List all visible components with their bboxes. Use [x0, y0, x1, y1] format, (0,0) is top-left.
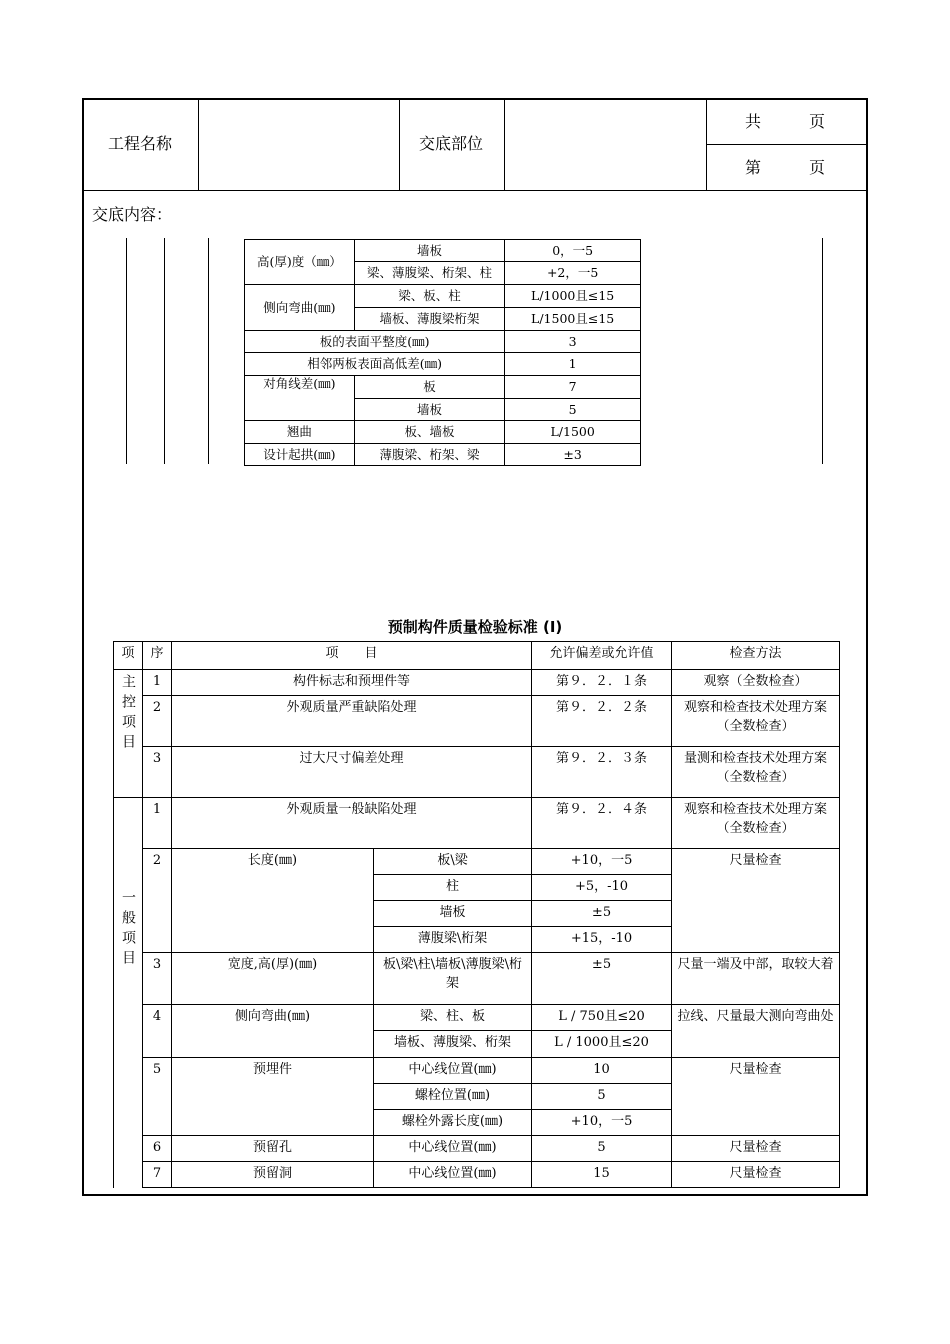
header-divider	[504, 98, 505, 191]
page-number: 第 页	[745, 158, 826, 177]
table-row	[245, 376, 641, 399]
table-cell: ±3	[505, 444, 641, 466]
table-cell: 4	[143, 1005, 172, 1058]
table-cell: 侧向弯曲(㎜)	[245, 285, 355, 331]
table-cell: 3	[505, 331, 641, 353]
table-cell: 墙板	[374, 901, 532, 927]
table-cell: 0，一5	[505, 240, 641, 262]
general-category-label: 一般项目	[120, 890, 136, 970]
category-cell	[114, 670, 143, 798]
table-cell: 宽度,高(厚)(㎜)	[172, 953, 374, 1005]
table-cell: 观察（全数检查）	[672, 670, 840, 696]
table-cell: +5，-10	[532, 875, 672, 901]
table-cell: ±5	[532, 953, 672, 1005]
header-cell: 项 目	[172, 642, 532, 670]
table-cell: 梁、薄腹梁、桁架、柱	[354, 262, 505, 285]
header-divider	[198, 98, 199, 191]
table-cell: 板	[354, 376, 505, 399]
table-cell: 预留孔	[172, 1136, 374, 1162]
table-cell: 尺量检查	[672, 1162, 840, 1188]
table-cell: 1	[505, 353, 641, 376]
table-cell: 量测和检查技术处理方案（全数检查）	[672, 747, 840, 798]
table-cell: 薄腹梁、桁架、梁	[354, 444, 505, 466]
table-cell: 相邻两板表面高低差(㎜)	[245, 353, 505, 376]
project-name-label: 工程名称	[108, 134, 173, 153]
table-cell: 3	[143, 953, 172, 1005]
table-row	[114, 1005, 840, 1031]
table-cell: 高(厚)度（㎜）	[245, 240, 355, 285]
table-cell: 螺栓位置(㎜)	[374, 1084, 532, 1110]
table-cell: L / 1000且≤20	[532, 1031, 672, 1058]
table-cell: 观察和检查技术处理方案（全数检查）	[672, 798, 840, 849]
table-cell: 中心线位置(㎜)	[374, 1058, 532, 1084]
header-bottom-line	[82, 190, 868, 191]
table-row	[114, 849, 840, 875]
header-divider	[399, 98, 400, 191]
table-cell: 预留洞	[172, 1162, 374, 1188]
table-cell: 7	[143, 1162, 172, 1188]
table-row	[245, 240, 641, 262]
table-cell: 板的表面平整度(㎜)	[245, 331, 505, 353]
table-cell: 长度(㎜)	[172, 849, 374, 953]
table-cell: 梁、柱、板	[374, 1005, 532, 1031]
table-cell: 1	[143, 670, 172, 696]
table-cell: 板、墙板	[354, 421, 505, 444]
table-cell: 5	[532, 1136, 672, 1162]
table-cell: 侧向弯曲(㎜)	[172, 1005, 374, 1058]
table-cell: +10，一5	[532, 1110, 672, 1136]
table-row	[114, 953, 840, 1005]
table-row	[114, 1058, 840, 1084]
table-cell: 拉线、尺量最大测向弯曲处	[672, 1005, 840, 1058]
table-cell: 板\梁	[374, 849, 532, 875]
table-cell: 7	[505, 376, 641, 399]
header-cell: 允许偏差或允许值	[532, 642, 672, 670]
table-cell: 梁、板、柱	[354, 285, 505, 308]
table-cell: 墙板、薄腹梁、桁架	[374, 1031, 532, 1058]
quality-table-title: 预制构件质量检验标准 (I)	[387, 618, 563, 636]
table-cell: 螺栓外露长度(㎜)	[374, 1110, 532, 1136]
location-label: 交底部位	[419, 134, 484, 153]
table-cell: 第９．２．１条	[532, 670, 672, 696]
table-cell: L/1500	[505, 421, 641, 444]
table-cell: 2	[143, 849, 172, 953]
table-cell: 尺量检查	[672, 1058, 840, 1136]
content-label: 交底内容：	[92, 205, 173, 224]
table-row	[245, 285, 641, 308]
table-row	[114, 798, 840, 849]
table-cell: 尺量检查	[672, 849, 840, 953]
table-cell: 设计起拱(㎜)	[245, 444, 355, 466]
table-cell: 过大尺寸偏差处理	[172, 747, 532, 798]
table-cell: 第９．２．３条	[532, 747, 672, 798]
table-cell: 尺量一端及中部，取较大着	[672, 953, 840, 1005]
table-cell: 柱	[374, 875, 532, 901]
table-stub-line	[164, 238, 165, 464]
table-cell: 第９．２．４条	[532, 798, 672, 849]
table-row	[114, 1162, 840, 1188]
table-row	[114, 747, 840, 798]
table-cell: 薄腹梁\桁架	[374, 927, 532, 953]
header-page-divider	[706, 144, 867, 145]
table-cell: 尺量检查	[672, 1136, 840, 1162]
table-row	[114, 1136, 840, 1162]
table-row	[245, 444, 641, 466]
table-row	[245, 331, 641, 353]
table-cell: 5	[143, 1058, 172, 1136]
total-pages: 共 页	[745, 112, 826, 131]
main-category-label: 主控项目	[120, 674, 136, 754]
table-cell: 1	[143, 798, 172, 849]
table-cell: 观察和检查技术处理方案（全数检查）	[672, 696, 840, 747]
table-cell: 外观质量一般缺陷处理	[172, 798, 532, 849]
table-cell: 6	[143, 1136, 172, 1162]
table-cell: 5	[532, 1084, 672, 1110]
table-cell: 预埋件	[172, 1058, 374, 1136]
table-cell: 墙板、薄腹梁桁架	[354, 308, 505, 331]
table-stub-line	[208, 238, 209, 464]
table-cell: +10，一5	[532, 849, 672, 875]
table-cell: 3	[143, 747, 172, 798]
category-cell	[114, 798, 143, 1188]
table-cell: 墙板	[354, 240, 505, 262]
header-cell: 检查方法	[672, 642, 840, 670]
table-cell: 第９．２．２条	[532, 696, 672, 747]
table-stub-line	[126, 238, 127, 464]
header-cell: 序	[143, 642, 172, 670]
quality-table	[113, 641, 840, 1188]
table-cell: 10	[532, 1058, 672, 1084]
table-cell: 15	[532, 1162, 672, 1188]
table-cell: 外观质量严重缺陷处理	[172, 696, 532, 747]
table-cell: 中心线位置(㎜)	[374, 1136, 532, 1162]
table-cell: L/1500且≤15	[505, 308, 641, 331]
table-stub-line	[822, 238, 823, 464]
table-row	[245, 353, 641, 376]
table-cell: L/1000且≤15	[505, 285, 641, 308]
table-cell: L / 750且≤20	[532, 1005, 672, 1031]
table-cell: 5	[505, 399, 641, 421]
continuation-table	[244, 239, 641, 466]
table-cell: 墙板	[354, 399, 505, 421]
table-cell: ±5	[532, 901, 672, 927]
table-cell: 构件标志和预埋件等	[172, 670, 532, 696]
table-cell: +2，一5	[505, 262, 641, 285]
table-cell: +15，-10	[532, 927, 672, 953]
table-cell: 板\梁\柱\墙板\薄腹梁\桁架	[374, 953, 532, 1005]
table-cell: 翘曲	[245, 421, 355, 444]
table-cell: 2	[143, 696, 172, 747]
table-cell: 对角线差(㎜)	[245, 376, 355, 421]
table-row	[245, 421, 641, 444]
table-cell: 中心线位置(㎜)	[374, 1162, 532, 1188]
table-row	[114, 696, 840, 747]
table-header-row	[114, 642, 840, 670]
table-row	[114, 670, 840, 696]
header-cell: 项	[114, 642, 143, 670]
